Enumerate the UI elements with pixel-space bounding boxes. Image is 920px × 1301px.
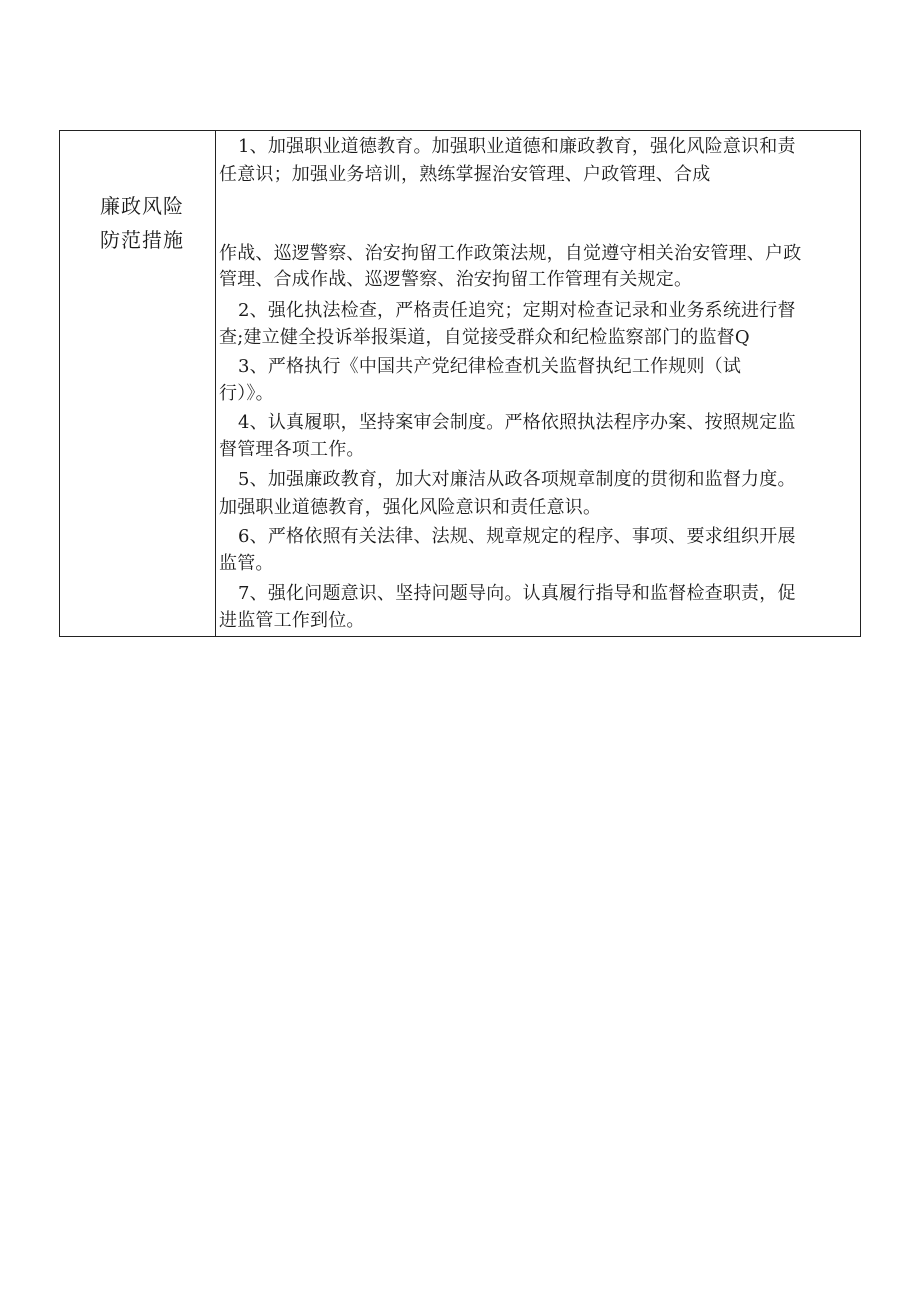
content-line: 任意识；加强业务培训，熟练掌握治安管理、户政管理、合成	[219, 164, 711, 185]
content-line: 作战、巡逻警察、治安拘留工作政策法规，自觉遵守相关治安管理、户政	[219, 243, 802, 264]
row-label-line-2: 防范措施	[100, 228, 184, 252]
row-label-line-1: 廉政风险	[100, 194, 184, 218]
content-cell	[216, 131, 860, 636]
content-line: 督管理各项工作。	[219, 439, 365, 460]
label-cell	[60, 131, 216, 636]
content-line: 进监管工作到位。	[219, 610, 365, 631]
content-line: 5、加强廉政教育，加大对廉洁从政各项规章制度的贯彻和监督力度。	[238, 469, 796, 490]
content-line: 7、强化问题意识、坚持问题导向。认真履行指导和监督检查职责，促	[238, 583, 796, 604]
content-line: 3、严格执行《中国共产党纪律检查机关监督执纪工作规则（试	[238, 356, 742, 377]
content-line: 6、严格依照有关法律、法规、规章规定的程序、事项、要求组织开展	[238, 526, 796, 547]
content-line: 1、加强职业道德教育。加强职业道德和廉政教育，强化风险意识和责	[238, 136, 796, 157]
measures-table	[59, 130, 861, 637]
content-line: 加强职业道德教育，强化风险意识和责任意识。	[219, 497, 602, 518]
content-line: 监管。	[219, 553, 274, 574]
row-label	[100, 189, 184, 257]
content-line: 4、认真履职，坚持案审会制度。严格依照执法程序办案、按照规定监	[238, 412, 796, 433]
content-line: 2、强化执法检查，严格责任追究；定期对检查记录和业务系统进行督	[238, 300, 796, 321]
content-line: 查;建立健全投诉举报渠道，自觉接受群众和纪检监察部门的监督Q	[219, 327, 750, 348]
content-line: 管理、合成作战、巡逻警察、治安拘留工作管理有关规定。	[219, 269, 693, 290]
content-line: 行）》。	[219, 383, 274, 404]
